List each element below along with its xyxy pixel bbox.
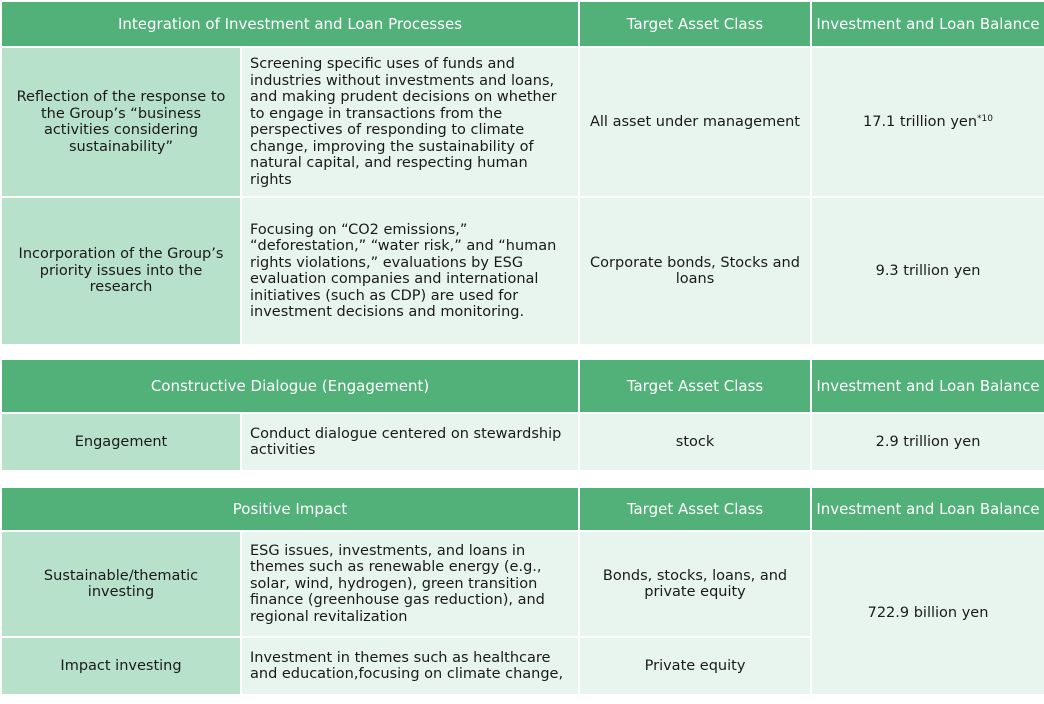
row-balance: 2.9 trillion yen <box>812 414 1044 470</box>
row-label: Reflection of the response to the Group’s “business activities considering sustainability” <box>2 48 240 196</box>
row-description: ESG issues, investments, and loans in themes such as renewable energy (e.g., solar, wind, hydrogen), green transition finance (greenhouse gas reduction), and regional revitalization <box>242 532 578 636</box>
row-asset-class: All asset under management <box>580 48 810 196</box>
row-balance: 9.3 trillion yen <box>812 198 1044 344</box>
row-label: Engagement <box>2 414 240 470</box>
table-row <box>2 532 1044 636</box>
table-row <box>2 198 1044 344</box>
header-process: Positive Impact <box>2 488 578 530</box>
investment-loan-integration-table <box>0 0 1044 346</box>
engagement-table <box>0 358 1044 472</box>
row-description: Conduct dialogue centered on stewardship activities <box>242 414 578 470</box>
table-row <box>2 414 1044 470</box>
row-label: Impact investing <box>2 638 240 694</box>
header-asset-class: Target Asset Class <box>580 488 810 530</box>
row-balance <box>812 48 1044 196</box>
row-asset-class: Private equity <box>580 638 810 694</box>
header-balance: Investment and Loan Balance <box>812 2 1044 46</box>
row-description: Investment in themes such as healthcare and education,focusing on climate change, <box>242 638 578 694</box>
row-description: Screening specific uses of funds and industries without investments and loans, and making prudent decisions on whether to engage in transactions from the perspectives of responding to climate change, improving the sustainability of natural capital, and respecting human rights <box>242 48 578 196</box>
footnote-marker: *10 <box>977 113 993 124</box>
header-process: Integration of Investment and Loan Processes <box>2 2 578 46</box>
header-balance: Investment and Loan Balance <box>812 360 1044 412</box>
table-row <box>2 48 1044 196</box>
header-balance: Investment and Loan Balance <box>812 488 1044 530</box>
row-description: Focusing on “CO2 emissions,” “deforestation,” “water risk,” and “human rights violations,” evaluations by ESG evaluation companies and international initiatives (such as CDP) are used for investment decisions and monitoring. <box>242 198 578 344</box>
row-asset-class: Corporate bonds, Stocks and loans <box>580 198 810 344</box>
positive-impact-table <box>0 486 1044 696</box>
balance-value: 17.1 trillion yen <box>863 113 978 130</box>
row-label: Incorporation of the Group’s priority issues into the research <box>2 198 240 344</box>
row-asset-class: Bonds, stocks, loans, and private equity <box>580 532 810 636</box>
header-asset-class: Target Asset Class <box>580 2 810 46</box>
row-balance: 722.9 billion yen <box>812 532 1044 694</box>
row-asset-class: stock <box>580 414 810 470</box>
header-asset-class: Target Asset Class <box>580 360 810 412</box>
header-process: Constructive Dialogue (Engagement) <box>2 360 578 412</box>
row-label: Sustainable/thematic investing <box>2 532 240 636</box>
